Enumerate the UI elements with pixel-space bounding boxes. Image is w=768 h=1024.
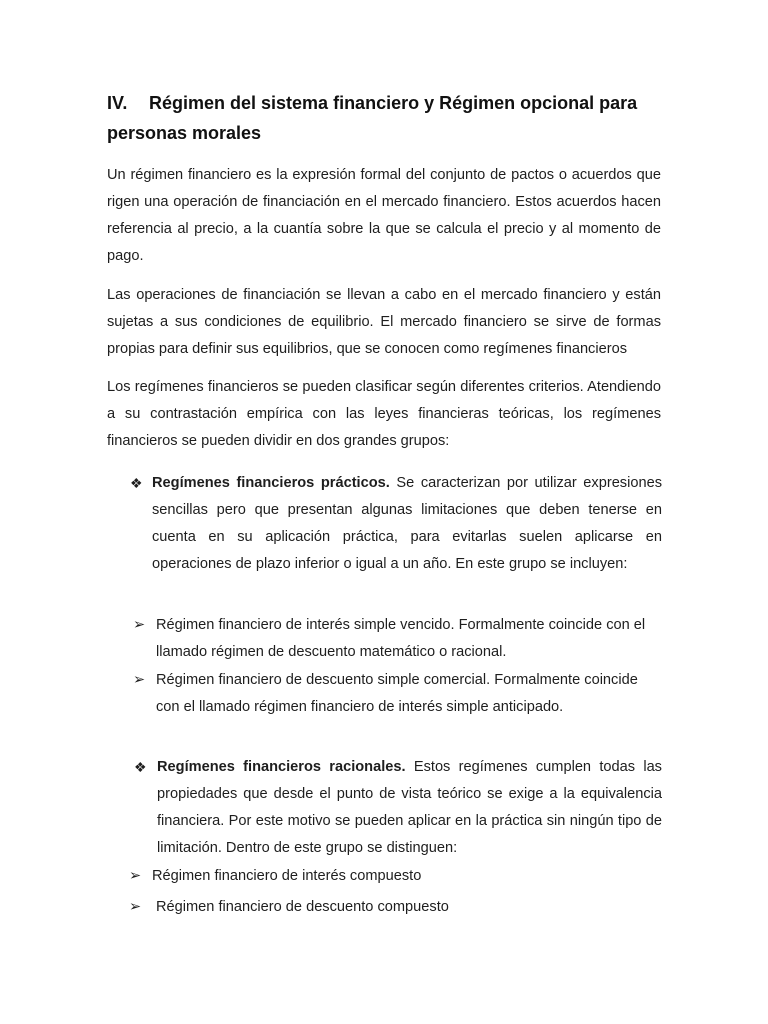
arrow-bullet-icon: ➢ [129, 899, 142, 915]
paragraph-3: Los regímenes financieros se pueden clasificar según diferentes criterios. Atendiendo a su contrastación empírica con las leyes financieras teóricas, los regímenes financieros se pueden dividir en dos grandes grupos: [107, 379, 661, 449]
group-practical-description: Se caracterizan por utilizar expresiones sencillas pero que presentan algunas limitaciones que deben tenerse en cuenta en su aplicación práctica, para evitarlas suelen aplicarse en operaciones de plazo inferior o igual a un año. En este grupo se incluyen: [152, 475, 662, 572]
arrow-bullet-icon: ➢ [133, 672, 146, 688]
list-item-text: Régimen financiero de descuento compuesto [156, 899, 449, 915]
paragraph-1: Un régimen financiero es la expresión formal del conjunto de pactos o acuerdos que rigen una operación de financiación en el mercado financiero. Estos acuerdos hacen referencia al precio, a la cuantía sobre la que se calcula el precio y al momento de pago. [107, 167, 661, 264]
diamond-bullet-icon: ❖ [134, 759, 147, 775]
group-rational [134, 754, 662, 864]
group-rational-description: Estos regímenes cumplen todas las propiedades que desde el punto de vista teórico se exige a la equivalencia financiera. Por este motivo se pueden aplicar en la práctica sin ningún tipo de limitación. Dentro de este grupo se distinguen: [157, 759, 662, 856]
diamond-bullet-icon: ❖ [130, 475, 143, 491]
list-item-text: Régimen financiero de interés simple vencido. Formalmente coincide con el llamado régimen de descuento matemático o racional. [156, 617, 646, 660]
arrow-bullet-icon: ➢ [133, 617, 146, 633]
list-item [133, 612, 663, 666]
group-practical [130, 470, 662, 580]
group-practical-label: Regímenes financieros prácticos. [152, 475, 390, 491]
section-title-line2: personas morales [107, 123, 262, 143]
group-practical-text [152, 470, 662, 578]
paragraph-2: Las operaciones de financiación se llevan a cabo en el mercado financiero y están sujetas a sus condiciones de equilibrio. El mercado financiero se sirve de formas propias para definir sus equilibrios, que se conocen como regímenes financieros [107, 287, 661, 357]
group-rational-label: Regímenes financieros racionales. [157, 759, 406, 775]
group-rational-text [157, 754, 662, 862]
section-number: IV. [107, 93, 128, 113]
section-title: Régimen del sistema financiero y Régimen opcional para [149, 93, 638, 113]
list-item-text: Régimen financiero de descuento simple comercial. Formalmente coincide con el llamado régimen financiero de interés simple anticipado. [156, 672, 638, 715]
list-item [133, 667, 663, 721]
list-item [129, 894, 659, 921]
arrow-bullet-icon: ➢ [129, 868, 142, 884]
section-heading [107, 88, 667, 148]
list-item-text: Régimen financiero de interés compuesto [152, 868, 422, 884]
list-item [129, 863, 659, 890]
